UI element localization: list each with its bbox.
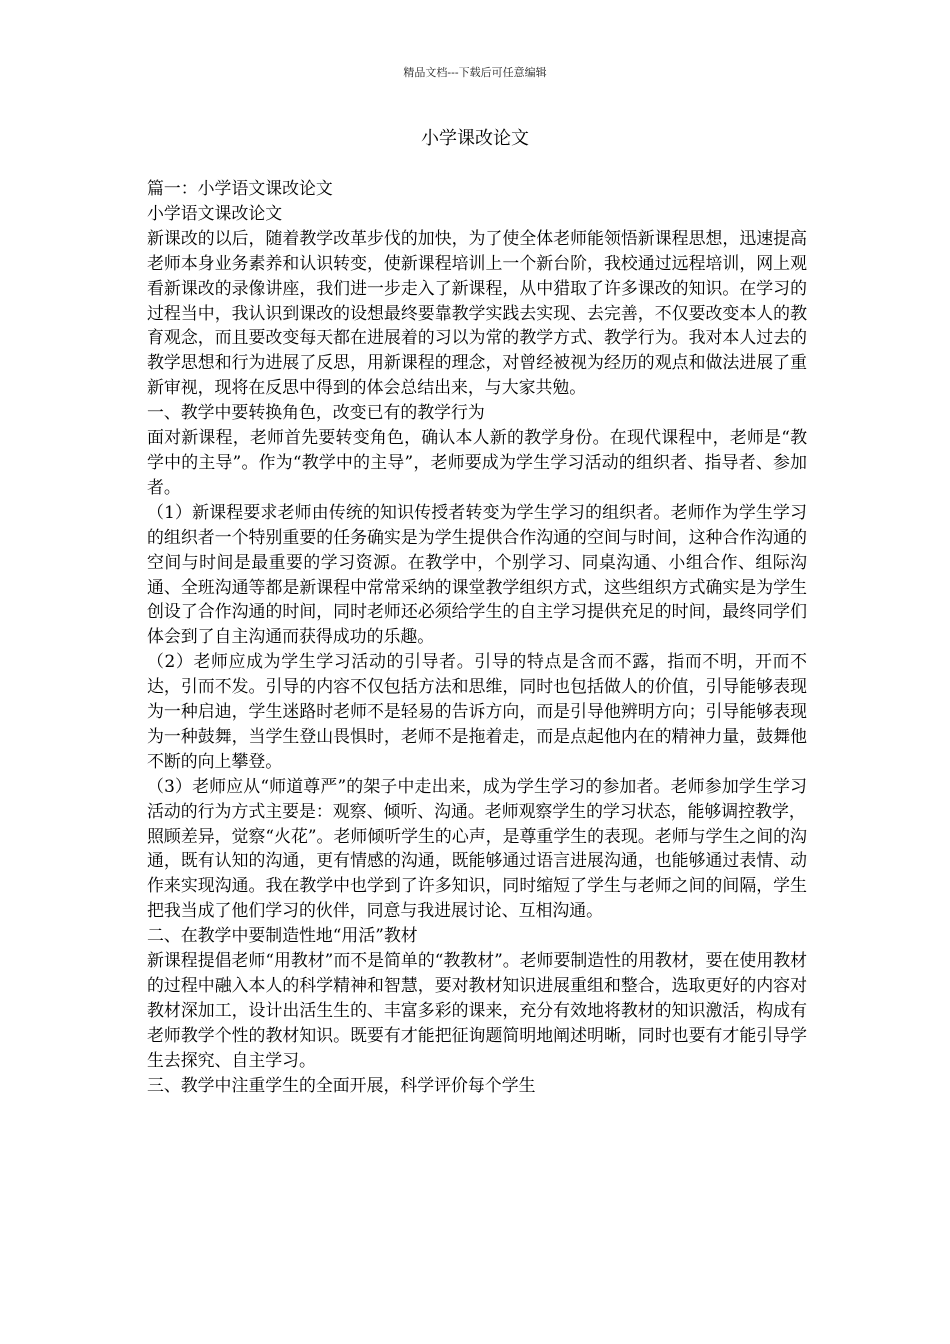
document-title: 小学课改论文 (421, 128, 529, 149)
body-paragraph: （1）新课程要求老师由传统的知识传授者转变为学生学习的组织者。老师作为学生学习的组织者一个特别重要的任务确实是为学生提供合作沟通的空间与时间，这种合作沟通的空间与时间是最重要的学习资源。在教学中，个别学习、同桌沟通、小组合作、组际沟通、全班沟通等都是新课程中常常采纳的课堂教学组织方式，这些组织方式确实是为学生创设了合作沟通的时间，同时老师还必须给学生的自主学习提供充足的时间，最终同学们体会到了自主沟通而获得成功的乐趣。 (147, 501, 807, 647)
body-paragraph: 新课改的以后，随着教学改革步伐的加快，为了使全体老师能领悟新课程思想，迅速提高老师本身业务素养和认识转变，使新课程培训上一个新台阶，我校通过远程培训，网上观看新课改的录像讲座，我们进一步走入了新课程，从中猎取了许多课改的知识。在学习的过程当中，我认识到课改的设想最终要靠教学实践去实现、去完善，不仅要改变本人的教育观念，而且要改变每天都在进展着的习以为常的教学方式、教学行为。我对本人过去的教学思想和行为进展了反思，用新课程的理念，对曾经被视为经历的观点和做法进展了重新审视，现将在反思中得到的体会总结出来，与大家共勉。 (147, 227, 807, 398)
document-body (147, 176, 807, 1098)
section-heading: 篇一：小学语文课改论文 (147, 178, 333, 198)
section-heading: 三、教学中注重学生的全面开展，科学评价每个学生 (147, 1074, 536, 1095)
section-heading: 二、在教学中要制造性地“用活”教材 (147, 925, 418, 946)
body-paragraph: 照顾差异，觉察“火花”。老师倾听学生的心声，是尊重学生的表现。老师与学生之间的沟通，既有认知的沟通，更有情感的沟通，既能够通过语言进展沟通，也能够通过表情、动作来实现沟通。我在教学中也学到了许多知识，同时缩短了学生与老师之间的间隔，学生把我当成了他们学习的伙伴，同意与我进展讨论、互相沟通。 (147, 825, 807, 921)
body-paragraph: 新课程提倡老师“用教材”而不是简单的“教教材”。老师要制造性的用教材，要在使用教材的过程中融入本人的科学精神和智慧，要对教材知识进展重组和整合，选取更好的内容对教材深加工，设计出活生生的、丰富多彩的课来，充分有效地将教材的知识激活，构成有老师教学个性的教材知识。既要有才能把征询题简明地阐述明晰，同时也要有才能引导学生去探究、自主学习。 (147, 950, 807, 1070)
body-paragraph: 面对新课程，老师首先要转变角色，确认本人新的教学身份。在现代课程中，老师是“教学中的主导”。作为“教学中的主导”，老师要成为学生学习活动的组织者、指导者、参加者。 (147, 427, 807, 497)
article-title: 小学语文课改论文 (147, 202, 283, 223)
body-paragraph: （2）老师应成为学生学习活动的引导者。引导的特点是含而不露，指而不明，开而不达，引而不发。引导的内容不仅包括方法和思维，同时也包括做人的价值，引导能够表现为一种启迪，学生迷路时老师不是轻易的告诉方向，而是引导他辨明方向；引导能够表现为一种鼓舞，当学生登山畏惧时，老师不是拖着走，而是点起他内在的精神力量，鼓舞他不断的向上攀登。 (147, 651, 807, 771)
body-paragraph: （3）老师应从“师道尊严”的架子中走出来，成为学生学习的参加者。老师参加学生学习活动的行为方式主要是：观察、倾听、沟通。老师观察学生的学习状态，能够调控教学， (147, 775, 807, 821)
section-heading: 一、教学中要转换角色，改变已有的教学行为 (147, 402, 485, 423)
page-header: 精品文档---下载后可任意编辑 (403, 66, 547, 79)
